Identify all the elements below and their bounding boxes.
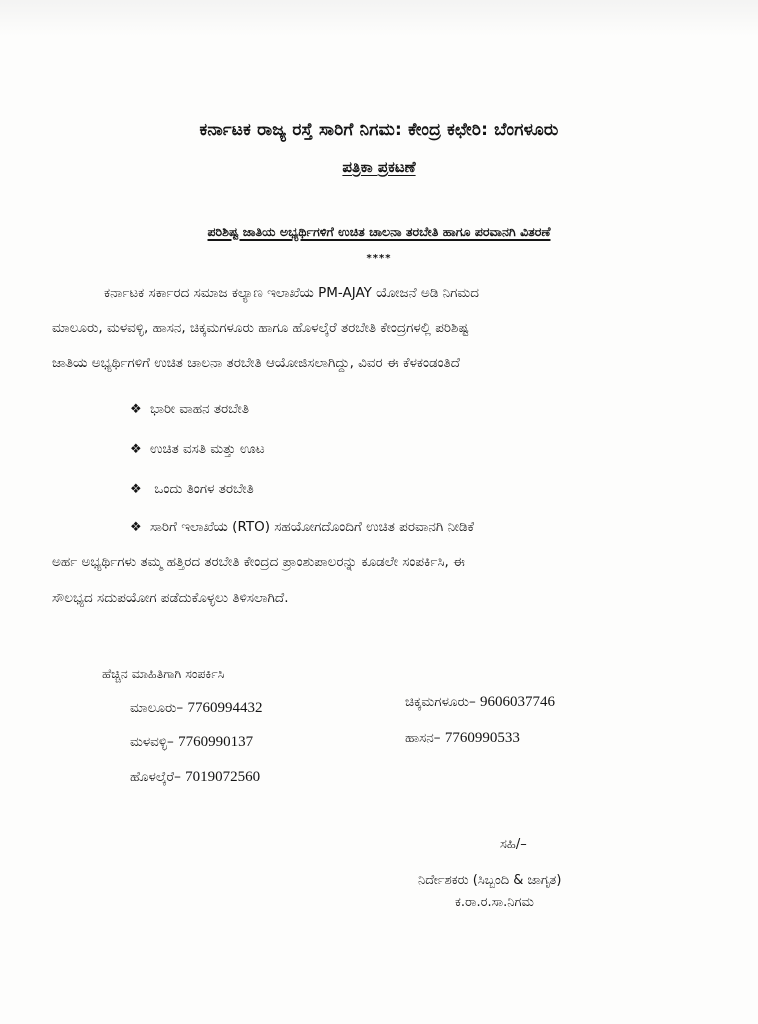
signatory-designation: ನಿರ್ದೇಶಕರು (ಸಿಬ್ಬಂದಿ & ಜಾಗೃತ) <box>418 873 562 888</box>
phone-number: 7760990137 <box>178 734 254 750</box>
contact-hassan: ಹಾಸನ– 7760990533 <box>405 730 520 746</box>
contact-holalkere: ಹೊಳಲ್ಕೆರೆ– 7019072560 <box>130 769 261 785</box>
bullet-item: ❖ ಉಚಿತ ವಸತಿ ಮತ್ತು ಊಟ <box>130 441 265 457</box>
intro-line-1: ಕರ್ನಾಟಕ ಸರ್ಕಾರದ ಸಮಾಜ ಕಲ್ಯಾಣ ಇಲಾಖೆಯ PM-AJAY ಯೋಜನೆ ಅಡಿ ನಿಗಮದ <box>104 285 479 301</box>
diamond-bullet-icon: ❖ <box>130 482 142 497</box>
organization-title: ಕರ್ನಾಟಕ ರಾಜ್ಯ ರಸ್ತೆ ಸಾರಿಗೆ ನಿಗಮ: ಕೇಂದ್ರ ಕಛೇರಿ: ಬೆಂಗಳೂರು <box>199 120 559 140</box>
bullet-item: ❖ ಒಂದು ತಿಂಗಳ ತರಬೇತಿ <box>130 481 254 497</box>
closing-line-2: ಸೌಲಭ್ಯದ ಸದುಪಯೋಗ ಪಡೆದುಕೊಳ್ಳಲು ತಿಳಿಸಲಾಗಿದೆ. <box>52 590 289 606</box>
phone-number: 7019072560 <box>185 769 261 785</box>
separator: **** <box>366 253 392 264</box>
phone-number: 9606037746 <box>480 694 555 710</box>
diamond-bullet-icon: ❖ <box>130 520 142 535</box>
contact-heading: ಹೆಚ್ಚಿನ ಮಾಹಿತಿಗಾಗಿ ಸಂಪರ್ಕಿಸಿ <box>102 666 225 681</box>
bullet-item: ❖ ಸಾರಿಗೆ ಇಲಾಖೆಯ (RTO) ಸಹಯೋಗದೊಂದಿಗೆ ಉಚಿತ ಪರವಾನಗಿ ನೀಡಿಕೆ <box>130 519 475 535</box>
contact-malavalli: ಮಳವಳ್ಳಿ– 7760990137 <box>130 734 254 750</box>
closing-line-1: ಅರ್ಹ ಅಭ್ಯರ್ಥಿಗಳು ತಮ್ಮ ಹತ್ತಿರದ ತರಬೇತಿ ಕೇಂದ್ರದ ಪ್ರಾಂಶುಪಾಲರನ್ನು ಕೂಡಲೇ ಸಂಪರ್ಕಿಸಿ, ಈ <box>52 554 465 570</box>
diamond-bullet-icon: ❖ <box>130 402 142 417</box>
phone-number: 7760994432 <box>187 700 263 716</box>
intro-line-2: ಮಾಲೂರು, ಮಳವಳ್ಳಿ, ಹಾಸನ, ಚಿಕ್ಕಮಗಳೂರು ಹಾಗೂ ಹೊಳಲ್ಕೆರೆ ತರಬೇತಿ ಕೇಂದ್ರಗಳಲ್ಲಿ ಪರಿಶಿಷ್ಟ <box>52 320 469 336</box>
subject-heading: ಪರಿಶಿಷ್ಟ ಜಾತಿಯ ಅಭ್ಯರ್ಥಿಗಳಿಗೆ ಉಚಿತ ಚಾಲನಾ ತರಬೇತಿ ಹಾಗೂ ಪರವಾನಗಿ ವಿತರಣೆ <box>207 224 551 239</box>
document-type-heading: ಪತ್ರಿಕಾ ಪ್ರಕಟಣೆ <box>342 158 416 176</box>
contact-chikkamagaluru: ಚಿಕ್ಕಮಗಳೂರು– 9606037746 <box>405 694 555 710</box>
intro-line-3: ಜಾತಿಯ ಅಭ್ಯರ್ಥಿಗಳಿಗೆ ಉಚಿತ ಚಾಲನಾ ತರಬೇತಿ ಆಯೋಜಿಸಲಾಗಿದ್ದು, ವಿವರ ಈ ಕೆಳಕಂಡಂತಿದೆ <box>52 355 460 371</box>
contact-malur: ಮಾಲೂರು– 7760994432 <box>130 700 263 716</box>
diamond-bullet-icon: ❖ <box>130 442 142 457</box>
signatory-organization: ಕ.ರಾ.ರ.ಸಾ.ನಿಗಮ <box>455 895 534 910</box>
bullet-item: ❖ ಭಾರೀ ವಾಹನ ತರಬೇತಿ <box>130 401 249 417</box>
phone-number: 7760990533 <box>444 730 520 746</box>
signed-mark: ಸಹಿ/– <box>500 837 527 852</box>
